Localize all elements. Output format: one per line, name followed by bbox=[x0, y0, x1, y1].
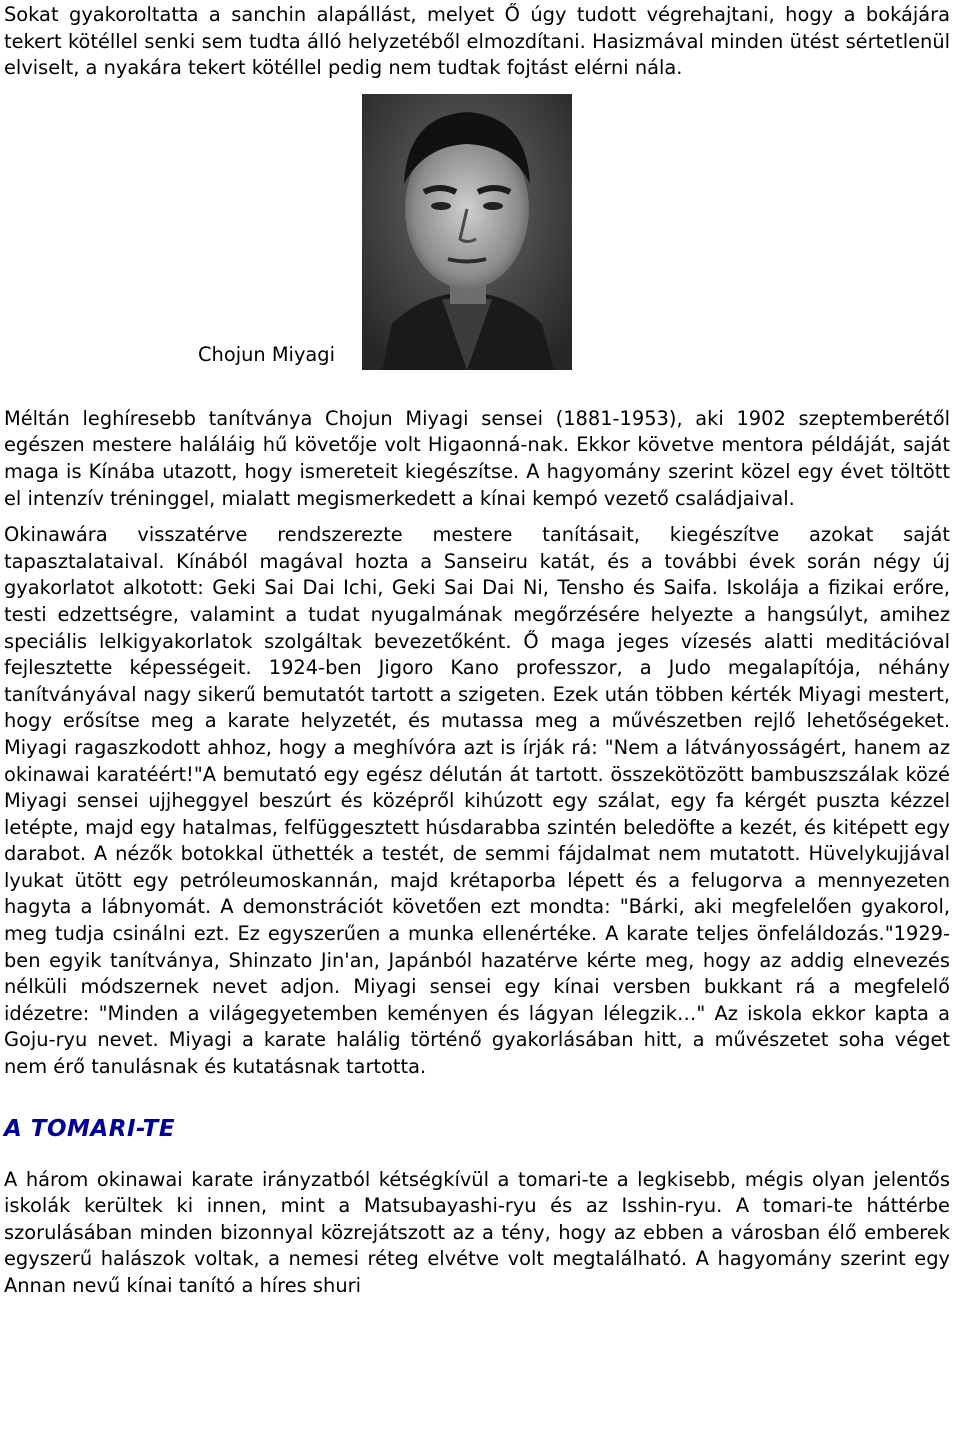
portrait-figure bbox=[4, 90, 950, 406]
photo-left-eye bbox=[431, 202, 451, 210]
portrait-photo-svg bbox=[362, 94, 572, 370]
intro-paragraph: Sokat gyakoroltatta a sanchin alapállást, melyet Ő úgy tudott végrehajtani, hogy a bokájára tekert kötéllel senki sem tudta álló helyzetéből elmozdítani. Hasizmával minden ütést sértetlenül elviselt, a nyakára tekert kötéllel pedig nem tudtak fojtást elérni nála. bbox=[4, 3, 950, 80]
paragraph-miyagi-career: Okinawára visszatérve rendszerezte mestere tanításait, kiegészítve azokat saját tapasztalataival. Kínából magával hozta a Sanseiru katát, és a további évek során négy új gyakorlatot alkotott: Geki Sai Dai Ichi, Geki Sai Dai Ni, Tensho és Saifa. Iskolája a fizikai erőre, testi edzettségre, valamint a tudat nyugalmának megőrzésére helyezte a hangsúlyt, amihez speciális lelkigyakorlatok szolgáltak bevezetőként. Ő maga jeges vízesés alatti meditációval fejlesztette képességeit. 1924-ben Jigoro Kano professzor, a Judo megalapítója, néhány tanítványával nagy sikerű bemutatót tartott a szigeten. Ezek után többen kérték Miyagi mestert, hogy erősítse meg a karate helyzetét, és mutassa meg a művészetben rejlő lehetőségeket. Miyagi ragaszkodott ahhoz, hogy a meghívóra azt is írják rá: "Nem a látványosságért, hanem az okinawai karatéért!"A bemutató egy egész délután át tartott. összekötözött bambuszszálak közé Miyagi sensei ujjheggyel beszúrt és középről kihúzott egy szálat, egy fa kérgét puszta kézzel letépte, majd egy hatalmas, felfüggesztett húsdarabba szintén beledöfte a kezét, és kitépett egy darabot. A nézők botokkal üthették a testét, de semmi fájdalmat nem mutatott. Hüvelykujjával lyukat ütött egy petróleumoskannán, majd krétaporba lépett és a felugorva a mennyezeten hagyta a lábnyomát. A demonstrációt követően ezt mondta: "Bárki, aki megfelelően gyakorol, meg tudja csinálni ezt. Ez egyszerűen a munka ellenértéke. A karate teljes önfeláldozás."1929-ben egyik tanítványa, Shinzato Jin'an, Japánból hazatérve kérte meg, hogy az addig elnevezés nélküli módszernek nevet adjon. Miyagi sensei egy kínai versben bukkant rá a megfelelő idézetre: "Minden a világegyetemben keményen és lágyan lélegzik…" Az iskola ekkor kapta a Goju-ryu nevet. Miyagi a karate halálig történő gyakorlásában hitt, a művészetet soha véget nem érő tanulásnak és kutatásnak tartotta. bbox=[4, 523, 950, 1079]
document-page bbox=[4, 0, 950, 1300]
portrait-photo-icon bbox=[362, 94, 572, 370]
section-heading: A TOMARI-TE bbox=[4, 1115, 176, 1142]
paragraph-miyagi-intro: Méltán leghíresebb tanítványa Chojun Miyagi sensei (1881-1953), aki 1902 szeptemberétől egészen mestere haláláig hű követője volt Higaonná-nak. Ekkor követve mentora példáját, saját maga is Kínába utazott, hogy ismereteit kiegészítse. A hagyomány szerint közel egy évet töltött el intenzív tréninggel, mialatt megismerkedett a kínai kempó vezető családjaival. bbox=[4, 406, 950, 510]
figure-caption: Chojun Miyagi bbox=[198, 342, 335, 366]
photo-right-eye bbox=[483, 202, 503, 210]
paragraph-tomari-te: A három okinawai karate irányzatból kétségkívül a tomari-te a legkisebb, mégis olyan jelentős iskolák kerültek ki innen, mint a Matsubayashi-ryu és az Isshin-ryu. A tomari-te háttérbe szorulásában minden bizonnyal közrejátszott az a tény, hogy az ebben a városban élő emberek egyszerű halászok voltak, a nemesi réteg elvétve volt megtalálható. A hagyomány szerint egy Annan nevű kínai tanító a híres shuri bbox=[4, 1167, 950, 1297]
